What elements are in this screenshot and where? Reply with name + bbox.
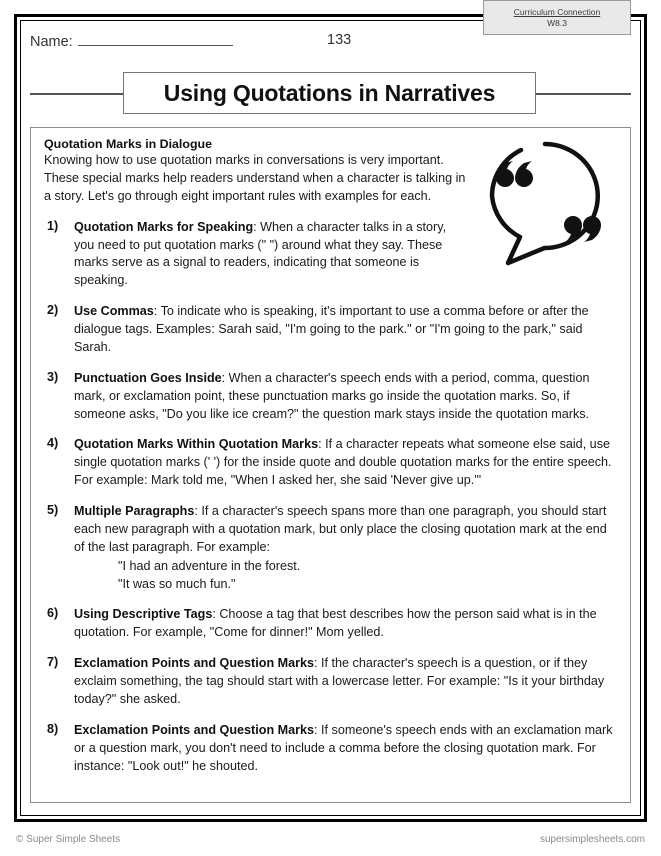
rule-number-8: 8) (47, 721, 59, 736)
rule-detail-6: : Choose a tag that best describes how the person said what is in the quotation. For example, "Come for dinner!" Mom yelled. (74, 607, 597, 640)
rule-item-6 (44, 606, 618, 642)
rule-body-8 (74, 722, 618, 776)
rule-detail-3: : When a character's speech ends with a period, comma, question mark, or exclamation point, these punctuation marks go inside the quotation marks. So, if someone asks, "Do you like ice cream?" the question mark stays inside the quotation marks. (74, 370, 590, 421)
rule-term-6: Using Descriptive Tags (74, 607, 213, 622)
rule-body-1 (74, 219, 618, 291)
rule-detail-1: : When a character talks in a story, you need to put quotation marks (" ") around what they say. These marks serve as a signal to readers, indicating that someone is speaking. (74, 219, 447, 288)
rule-body-7 (74, 655, 618, 709)
rule-detail-5: : If a character's speech spans more than one paragraph, you should start each new paragraph with a quotation mark, but only place the closing quotation mark at the end of the last paragraph. For example: (74, 504, 607, 554)
page-footer (16, 834, 645, 845)
rule-item-1 (44, 219, 618, 291)
rule-number-7: 7) (47, 655, 59, 670)
bubble-text-wrap-spacer-1 (458, 219, 618, 255)
rule-item-4 (44, 436, 618, 490)
curriculum-connection-code: W8.3 (547, 17, 567, 28)
rule-term-2: Use Commas (74, 304, 154, 319)
rule-term-5: Multiple Paragraphs (74, 504, 195, 518)
rule-term-4: Quotation Marks Within Quotation Marks (74, 437, 319, 452)
title-zone (30, 72, 631, 114)
rule-5-example-line-2: "It was so much fun." (118, 576, 236, 591)
curriculum-connection-title: Curriculum Connection (513, 6, 601, 17)
rules-list (44, 219, 618, 776)
rule-item-8 (44, 722, 618, 776)
rule-term-8: Exclamation Points and Question Marks (74, 722, 315, 737)
name-label: Name: (30, 34, 73, 50)
rule-5-examples (74, 558, 618, 594)
title-box (123, 72, 536, 114)
rule-number-1: 1) (47, 218, 59, 233)
rule-item-3 (44, 370, 618, 424)
rule-5-example-line-1: "I had an adventure in the forest. (118, 558, 301, 573)
rule-detail-8: : If someone's speech ends with an exclamation mark or a question mark, you don't need to include a comma before the closing quotation mark. For instance: "Look out!" he shouted. (74, 722, 613, 773)
page-title: Using Quotations in Narratives (163, 79, 496, 106)
rule-term-7: Exclamation Points and Question Marks (74, 656, 315, 671)
page-number: 133 (327, 32, 352, 48)
rule-body-2 (74, 303, 618, 357)
rule-body-3 (74, 370, 618, 424)
name-field-group (30, 32, 233, 50)
footer-website[interactable]: supersimplesheets.com (539, 834, 645, 845)
name-input-line[interactable] (78, 32, 233, 46)
rule-detail-2: : To indicate who is speaking, it's important to use a comma before or after the dialogue tags. Examples: Sarah said, "I'm going to the park." or "I'm going to the park," said Sarah. (74, 304, 589, 354)
rule-number-2: 2) (47, 303, 59, 318)
curriculum-connection-badge (483, 0, 631, 35)
rule-item-2 (44, 303, 618, 357)
footer-copyright: © Super Simple Sheets (16, 834, 121, 845)
lesson-content-box (30, 127, 631, 803)
rule-item-5 (44, 503, 618, 593)
intro-paragraph: Knowing how to use quotation marks in conversations is very important. These special marks help readers understand when a character is talking in a story. Let's go through eight important rules with examples for each. (44, 153, 466, 203)
rule-term-3: Punctuation Goes Inside (74, 370, 222, 385)
rule-term-1: Quotation Marks for Speaking (74, 219, 254, 234)
rule-detail-7: : If the character's speech is a question, or if they exclaim something, the tag should start with a lowercase letter. For example: "Is it your birthday today?" she asked. (74, 656, 605, 706)
rule-number-3: 3) (47, 369, 59, 384)
intro-heading: Quotation Marks in Dialogue (44, 137, 212, 151)
rule-number-6: 6) (47, 606, 59, 621)
rule-number-4: 4) (47, 436, 59, 451)
rule-body-4 (74, 436, 618, 490)
rule-detail-4: : If a character repeats what someone else said, use single quotation marks (' ') for the inside quote and double quotation marks for the entire speech. For example: Mark told me, "When I asked her, she said 'Never give up.'" (74, 437, 612, 488)
rule-body-5 (74, 503, 618, 593)
rule-body-6 (74, 606, 618, 642)
rule-number-5: 5) (47, 503, 59, 517)
rule-item-7 (44, 655, 618, 709)
